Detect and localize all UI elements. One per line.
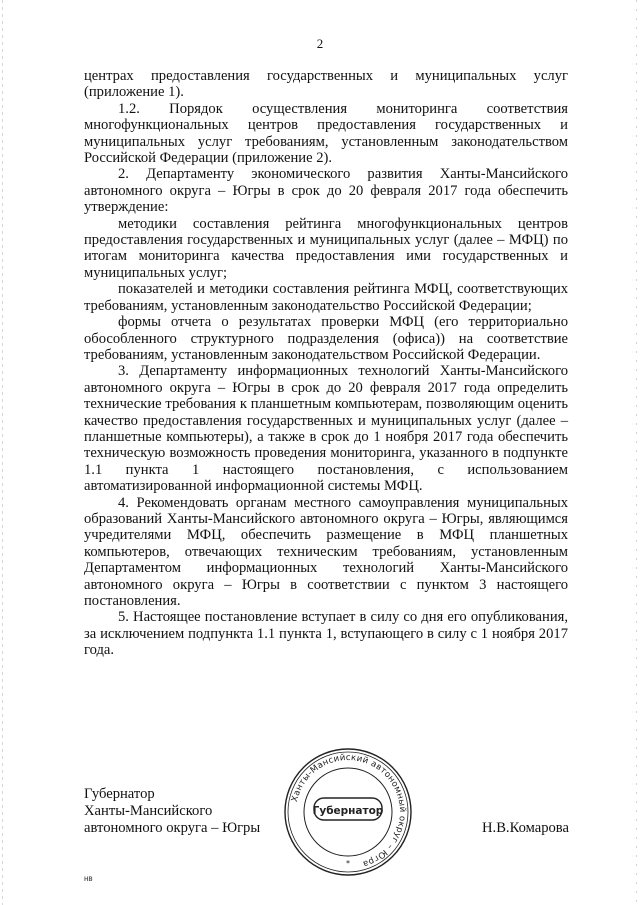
paragraph: 1.2. Порядок осуществления мониторинга соответствия многофункциональных центров предоставления государственных и муниципальных услуг требованиям, установленным законодательством Российской Федерации (приложение 2). (84, 100, 568, 167)
governor-seal (282, 746, 414, 878)
seal-star: * (346, 859, 350, 868)
body-text (84, 68, 568, 659)
paragraph: 3. Департаменту информационных технологий Ханты-Мансийского автономного округа – Югры в срок до 20 февраля 2017 года определить технические требования к планшетным компьютерам, позволяющим оценить качество предоставления государственных и муниципальных услуг (далее – планшетные компьютеры), а также в срок до 1 ноября 2017 года обеспечить техническую возможность проведения мониторинга, указанного в подпункте 1.1 пункта 1 настоящего постановления, с использованием автоматизированной информационной системы МФЦ. (84, 363, 568, 495)
paragraph: 5. Настоящее постановление вступает в силу со дня его опубликования, за исключением подпункта 1.1 пункта 1, вступающего в силу с 1 ноября 2017 года. (84, 609, 568, 659)
paragraph: формы отчета о результатах проверки МФЦ (его территориально обособленного структурного подразделения (офиса)) на соответствие требованиям, установленным законодательством Российской Федерации. (84, 314, 568, 363)
paragraph: показателей и методики составления рейтинга МФЦ, соответствующих требованиям, установленным законодательство Российской Федерации; (84, 281, 568, 314)
signature-title-line: Губернатор (84, 786, 155, 802)
paragraph: 2. Департаменту экономического развития Ханты-Мансийского автономного округа – Югры в срок до 20 февраля 2017 года обеспечить утверждение: (84, 166, 568, 216)
scan-edge-left (2, 0, 3, 905)
signature-title-line: автономного округа – Югры (84, 820, 261, 836)
scan-edge-right (636, 0, 637, 905)
seal-center-text: Губернатор (312, 805, 384, 817)
signature-title-line: Ханты-Мансийского (84, 803, 213, 819)
footer-mark: нв (84, 874, 93, 883)
signatory-name: Н.В.Комарова (482, 820, 569, 836)
paragraph: 4. Рекомендовать органам местного самоуправления муниципальных образований Ханты-Мансийского автономного округа – Югры, являющимся учредителями МФЦ, обеспечить размещение в МФЦ планшетных компьютеров, отвечающих техническим требованиям, установленным Департаментом информационных технологий Ханты-Мансийского автономного округа – Югры в соответствии с пунктом 3 настоящего постановления. (84, 494, 568, 609)
signature-title (84, 786, 260, 837)
paragraph: методики составления рейтинга многофункциональных центров предоставления государственных и муниципальных услуг (далее – МФЦ) по итогам мониторинга качества предоставления ими государственных и муниципальных услуг; (84, 215, 568, 281)
page-number: 2 (316, 36, 324, 51)
seal-ring-text: Ханты-Мансийский автономный округ – Югра (290, 752, 408, 869)
paragraph: центрах предоставления государственных и муниципальных услуг (приложение 1). (84, 68, 568, 101)
